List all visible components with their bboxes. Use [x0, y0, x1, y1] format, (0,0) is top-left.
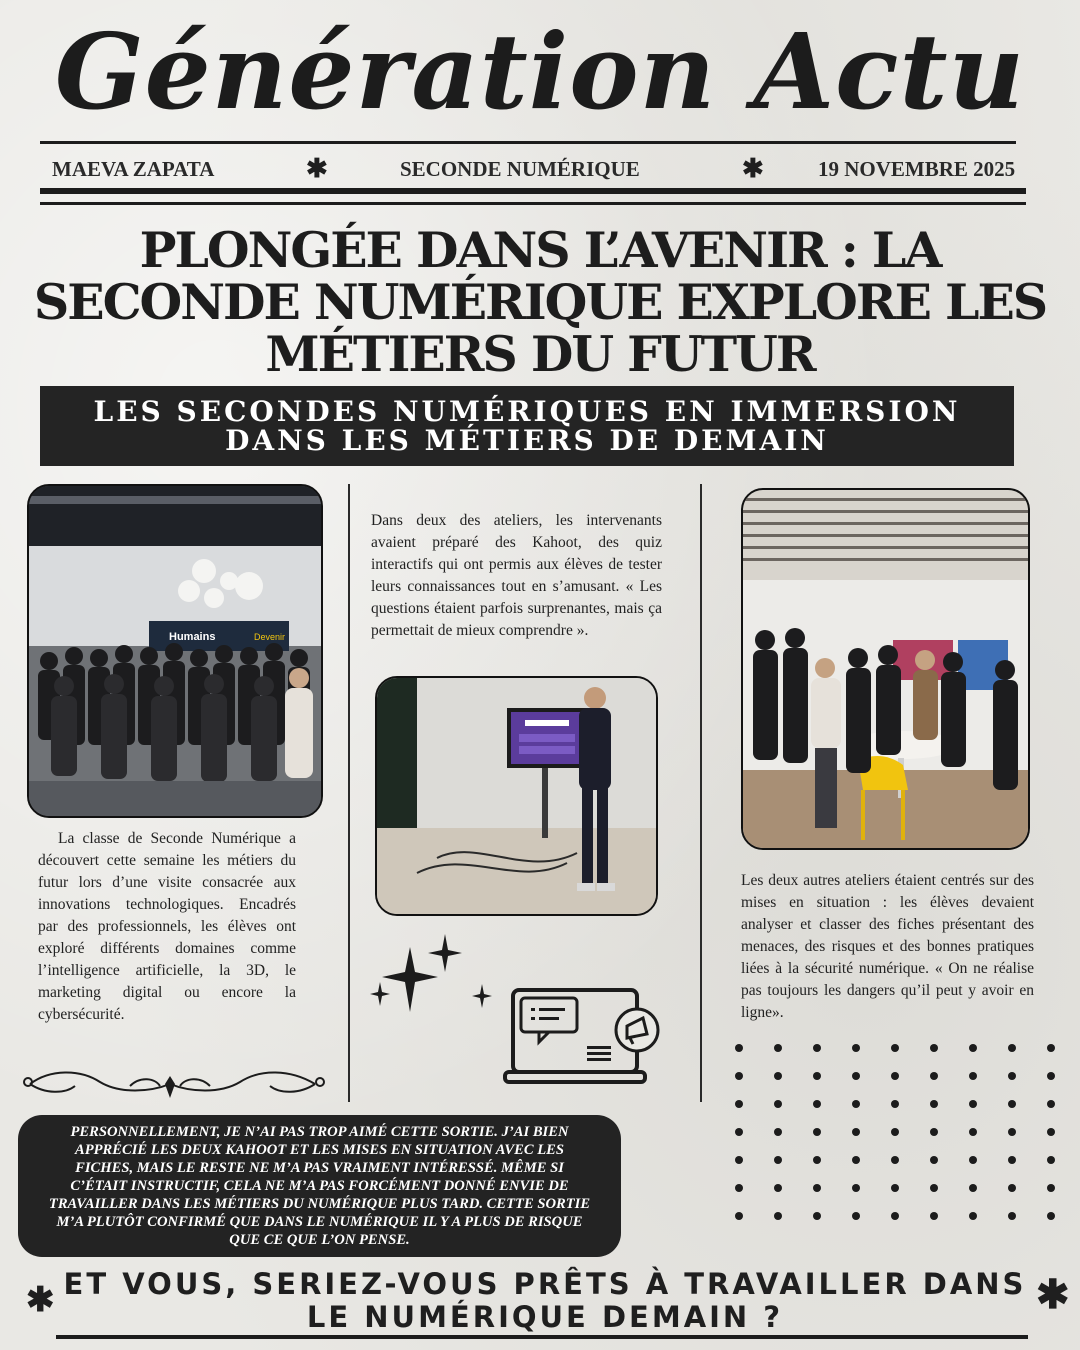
grid-dot	[1008, 1100, 1016, 1108]
grid-dot	[735, 1156, 743, 1164]
grid-dot	[813, 1100, 821, 1108]
article-left: La classe de Seconde Numérique a découvert cette semaine les métiers du futur lors d’une visite consacrée aux innovations technologiques. Encadrés par des professionnels, les élèves ont exploré différents domaines comme l’intelligence artificielle, la 3D, le marketing digital ou encore la cybersécurité.	[38, 830, 296, 1023]
banner-text: LES SECONDES NUMÉRIQUES EN IMMERSION DANS LES MÉTIERS DE DEMAIN	[93, 395, 961, 457]
author-name: MAEVA ZAPATA	[52, 157, 215, 181]
section-name: SECONDE NUMÉRIQUE	[400, 157, 640, 181]
grid-dot	[774, 1072, 782, 1080]
grid-dot	[891, 1212, 899, 1220]
grid-dot	[891, 1072, 899, 1080]
group-photo-illustration	[29, 486, 321, 816]
grid-dot	[1008, 1156, 1016, 1164]
grid-dot	[969, 1100, 977, 1108]
sparkles-icon	[368, 932, 498, 1022]
grid-dot	[813, 1128, 821, 1136]
grid-dot	[852, 1212, 860, 1220]
asterisk-star-icon: ✱	[1036, 1272, 1070, 1317]
grid-dot	[891, 1044, 899, 1052]
grid-dot	[930, 1128, 938, 1136]
grid-dot	[1047, 1212, 1055, 1220]
closing-question: ET VOUS, SERIEZ-VOUS PRÊTS À TRAVAILLER DANS LE NUMÉRIQUE DEMAIN ?	[63, 1267, 1027, 1334]
article-right: Les deux autres ateliers étaient centrés sur des mises en situation : les élèves devaient analyser et classer des fiches présentant des menaces, des risques et des bonnes pratiques liées à la sécurité numérique. « On ne réalise pas toujours les dangers qu’il peut y avoir en ligne».	[741, 872, 1034, 1021]
grid-dot	[852, 1128, 860, 1136]
grid-dot	[774, 1156, 782, 1164]
mid-rule-thin	[40, 202, 1026, 205]
sign-text-2: Devenir	[254, 632, 286, 642]
opinion-text: PERSONNELLEMENT, JE N’AI PAS TROP AIMÉ CETTE SORTIE. J’AI BIEN APPRÉCIÉ LES DEUX KAHOOT ET LES MISES EN SITUATION AVEC LES FICHES, MAIS LE RESTE NE M’A PAS VRAIMENT INTÉRESSÉ. MÊME SI C’ÉTAIT INSTRUCTIF, CELA NE M’A PAS FORCÉMENT DONNÉ ENVIE DE TRAVAILLER DANS LES MÉTIERS DU NUMÉRIQUE PLUS TARD. CETTE SORTIE M’A PLUTÔT CONFIRMÉ QUE DANS LE NUMÉRIQUE IL Y A PLUS DE RISQUE QUE CE QUE L’ON PENSE.	[48, 1124, 591, 1248]
mid-rule-thick	[40, 188, 1026, 194]
grid-dot	[1047, 1072, 1055, 1080]
column-divider-right	[700, 484, 702, 1102]
bottom-rule	[56, 1335, 1028, 1339]
grid-dot	[891, 1184, 899, 1192]
grid-dot	[930, 1044, 938, 1052]
grid-dot	[813, 1044, 821, 1052]
masthead-title: Génération Actu	[54, 10, 1026, 133]
grid-dot	[1008, 1184, 1016, 1192]
presenter-photo-illustration	[377, 678, 656, 914]
grid-dot	[1008, 1212, 1016, 1220]
grid-dot	[813, 1184, 821, 1192]
dot-grid	[735, 1044, 1061, 1224]
grid-dot	[1047, 1100, 1055, 1108]
subheadline-banner	[40, 386, 1014, 466]
grid-dot	[774, 1128, 782, 1136]
grid-dot	[930, 1184, 938, 1192]
grid-dot	[852, 1044, 860, 1052]
grid-dot	[774, 1184, 782, 1192]
grid-dot	[735, 1128, 743, 1136]
grid-dot	[852, 1100, 860, 1108]
grid-dot	[813, 1156, 821, 1164]
grid-dot	[852, 1184, 860, 1192]
opinion-box	[18, 1115, 621, 1257]
article-middle: Dans deux des ateliers, les intervenants avaient préparé des Kahoot, des quiz interactifs qui ont permis aux élèves de tester leurs connaissances tout en s’amusant. « Les questions étaient parfois surprenantes, mais ça permettait de mieux comprendre ».	[371, 512, 662, 639]
grid-dot	[930, 1156, 938, 1164]
grid-dot	[1047, 1156, 1055, 1164]
grid-dot	[969, 1128, 977, 1136]
sign-text: Humains	[169, 631, 216, 643]
grid-dot	[1047, 1128, 1055, 1136]
grid-dot	[735, 1100, 743, 1108]
asterisk-star-icon: ✱	[26, 1282, 55, 1319]
grid-dot	[1008, 1044, 1016, 1052]
group-photo	[27, 484, 323, 818]
grid-dot	[852, 1072, 860, 1080]
workshop-photo	[741, 488, 1030, 850]
grid-dot	[891, 1128, 899, 1136]
grid-dot	[1008, 1128, 1016, 1136]
issue-date: 19 NOVEMBRE 2025	[818, 157, 1016, 181]
page-headline: PLONGÉE DANS L’AVENIR : LA SECONDE NUMÉRIQUE EXPLORE LES MÉTIERS DU FUTUR	[33, 221, 1047, 383]
grid-dot	[813, 1072, 821, 1080]
grid-dot	[1047, 1044, 1055, 1052]
grid-dot	[813, 1212, 821, 1220]
column-divider-left	[348, 484, 350, 1102]
grid-dot	[735, 1212, 743, 1220]
flourish-divider-icon	[20, 1064, 330, 1104]
grid-dot	[969, 1044, 977, 1052]
grid-dot	[930, 1100, 938, 1108]
grid-dot	[735, 1044, 743, 1052]
presenter-photo	[375, 676, 658, 916]
grid-dot	[774, 1044, 782, 1052]
grid-dot	[774, 1100, 782, 1108]
asterisk-star-icon: ✱	[742, 154, 764, 183]
grid-dot	[969, 1184, 977, 1192]
grid-dot	[930, 1212, 938, 1220]
grid-dot	[1008, 1072, 1016, 1080]
top-rule	[40, 141, 1016, 144]
grid-dot	[969, 1156, 977, 1164]
asterisk-star-icon: ✱	[306, 154, 328, 183]
workshop-photo-illustration	[743, 490, 1028, 848]
grid-dot	[969, 1212, 977, 1220]
grid-dot	[735, 1072, 743, 1080]
grid-dot	[891, 1156, 899, 1164]
grid-dot	[774, 1212, 782, 1220]
laptop-chat-alert-icon	[503, 988, 663, 1088]
grid-dot	[891, 1100, 899, 1108]
grid-dot	[969, 1072, 977, 1080]
grid-dot	[852, 1156, 860, 1164]
grid-dot	[930, 1072, 938, 1080]
grid-dot	[735, 1184, 743, 1192]
grid-dot	[1047, 1184, 1055, 1192]
